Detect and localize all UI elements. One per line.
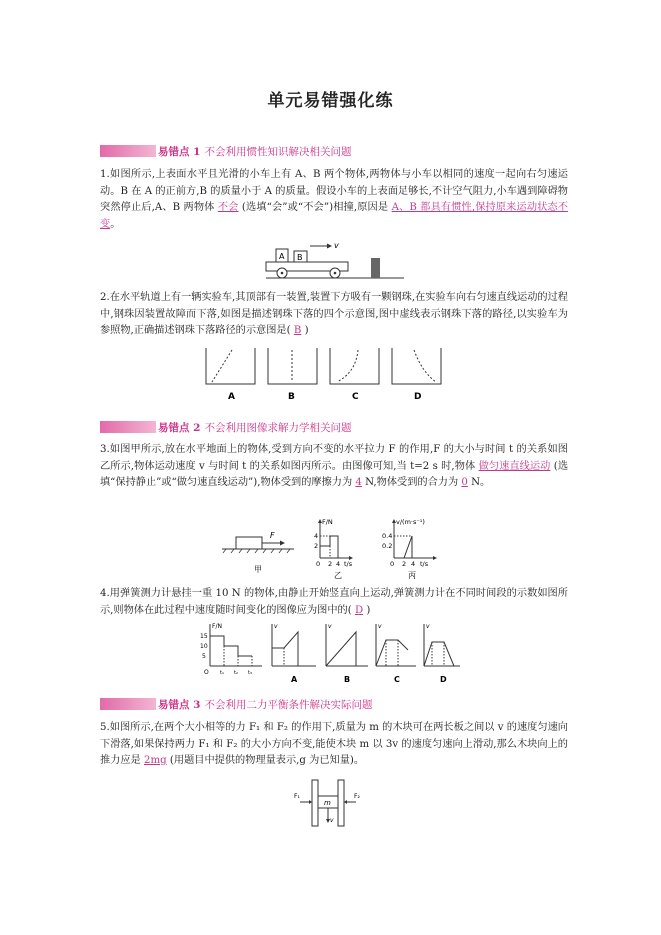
question-4: 4.用弹簧测力计悬挂一重 10 N 的物体,由静止开始竖直向上运动,弹簧测力计在不同时间段的示数如图所示,则物体在此过程中速度随时间变化的图像应为图中的( D ) <box>100 588 568 616</box>
svg-text:4: 4 <box>411 560 416 568</box>
q4-figures <box>198 620 460 686</box>
svg-text:m: m <box>324 799 331 807</box>
svg-text:v: v <box>378 623 382 630</box>
svg-text:t₁: t₁ <box>220 670 224 676</box>
section-heading: 不会利用惯性知识解决相关问题 <box>204 145 352 158</box>
section-badge: 易错点 2 <box>158 421 201 434</box>
svg-text:甲: 甲 <box>254 565 262 574</box>
answer-blank: 做匀速直线运动 <box>478 460 551 472</box>
svg-text:5: 5 <box>202 653 206 660</box>
cart-figure <box>258 240 408 282</box>
svg-text:A: A <box>228 392 235 402</box>
question-2: 2.在水平轨道上有一辆实验车,其顶部有一装置,装置下方吸有一颗钢珠,在实验车向右匀速直线运动的过程中,钢珠因装置故障而下落,如图是描述钢珠下落的四个示意图,图中虚线表示钢珠下落的路径,以实验车为参照物,正确描述钢珠下落路径的示意图是( B ) <box>100 292 568 336</box>
svg-text:F₂: F₂ <box>354 793 360 800</box>
section-heading: 不会利用图像求解力学相关问题 <box>204 421 352 434</box>
svg-text:v: v <box>274 623 278 630</box>
svg-text:v: v <box>426 623 430 630</box>
question-3: 3.如图甲所示,放在水平地面上的物体,受到方向不变的水平拉力 F 的作用,F 的大小与时间 t 的关系如图乙所示,物体运动速度 v 与时间 t 的关系如图丙所示。由图像可知,当 t=2 s 时,物体 做匀速直线运动 (选填“保持静止”或“做匀速直线运动”),物体受到的摩擦力为 4 N,物体受到的合力为 0 N。 <box>100 444 569 488</box>
svg-text:4: 4 <box>314 532 319 540</box>
section-badge: 易错点 1 <box>158 145 201 158</box>
answer-blank: 2mg <box>144 755 167 766</box>
answer-blank: D <box>354 604 364 616</box>
q5-figure <box>292 778 366 830</box>
svg-text:0: 0 <box>316 560 321 568</box>
question-5: 5.如图所示,在两个大小相等的力 F₁ 和 F₂ 的作用下,质量为 m 的木块可在两长板之间以 v 的速度匀速向下滑落,如果保持两力 F₁ 和 F₂ 的大小方向不变,能使木块 m 以 3v 的速度匀速向上滑动,那么木块向上的推力应是 2mg (用题目中提供的物理量表示,g 为已知量)。 <box>100 722 568 766</box>
svg-text:B: B <box>288 392 295 402</box>
svg-text:A: A <box>291 675 298 684</box>
svg-text:D: D <box>440 675 447 684</box>
svg-text:t/s: t/s <box>420 560 429 568</box>
section-bar <box>100 421 156 433</box>
svg-text:v: v <box>328 623 332 630</box>
answer-blank: 0 <box>461 477 468 488</box>
svg-text:2: 2 <box>314 542 319 550</box>
answer-blank: 不会 <box>217 202 239 213</box>
svg-text:D: D <box>414 392 422 402</box>
svg-text:F₁: F₁ <box>294 793 300 800</box>
section-header-1 <box>100 144 351 158</box>
svg-text:0.2: 0.2 <box>382 542 393 550</box>
q3-figures <box>222 516 462 582</box>
section-heading: 不会利用二力平衡条件解决实际问题 <box>204 698 373 711</box>
answer-blank: B <box>293 325 302 336</box>
svg-text:O: O <box>204 669 209 676</box>
svg-text:B: B <box>297 253 303 262</box>
svg-text:C: C <box>352 392 359 402</box>
svg-text:0: 0 <box>390 560 395 568</box>
section-bar <box>100 698 156 710</box>
svg-text:v/(m·s⁻¹): v/(m·s⁻¹) <box>396 518 425 526</box>
svg-text:0.4: 0.4 <box>382 532 393 540</box>
svg-text:v: v <box>334 241 339 250</box>
section-header-3 <box>100 697 372 711</box>
section-header-2 <box>100 420 351 434</box>
svg-text:乙: 乙 <box>334 571 342 580</box>
svg-text:4: 4 <box>336 560 341 568</box>
svg-text:t/s: t/s <box>344 560 353 568</box>
svg-text:15: 15 <box>200 633 208 640</box>
page-title: 单元易错强化练 <box>267 91 394 111</box>
svg-text:2: 2 <box>402 560 407 568</box>
svg-text:10: 10 <box>200 643 208 650</box>
section-badge: 易错点 3 <box>158 698 201 711</box>
svg-text:C: C <box>394 675 400 684</box>
answer-blank: 4 <box>355 477 362 488</box>
svg-text:2: 2 <box>328 560 333 568</box>
answer-blank: A、B 都具有惯性,保持原来运动状态不变 <box>100 202 568 230</box>
svg-text:B: B <box>344 675 351 684</box>
svg-text:F/N: F/N <box>322 518 333 526</box>
section-bar <box>100 145 156 157</box>
svg-text:v: v <box>330 817 334 824</box>
svg-text:F/N: F/N <box>212 623 222 630</box>
option-figures-q2 <box>200 346 460 404</box>
svg-text:t₂: t₂ <box>234 670 238 676</box>
svg-text:F: F <box>270 531 275 540</box>
svg-text:t₃: t₃ <box>248 670 252 676</box>
svg-text:丙: 丙 <box>408 571 416 580</box>
question-1: 1.如图所示,上表面水平且光滑的小车上有 A、B 两个物体,两物体与小车以相同的速度一起向右匀速运动。B 在 A 的正前方,B 的质量小于 A 的质量。假设小车的上表面足够长,不计空气阻力,小车遇到障碍物突然停止后,A、B 两物体 不会 (选填“会”或“不会”)相撞,原因是 A、B 都具有惯性,保持原来运动状态不变。 <box>100 169 568 230</box>
svg-text:A: A <box>279 252 285 261</box>
